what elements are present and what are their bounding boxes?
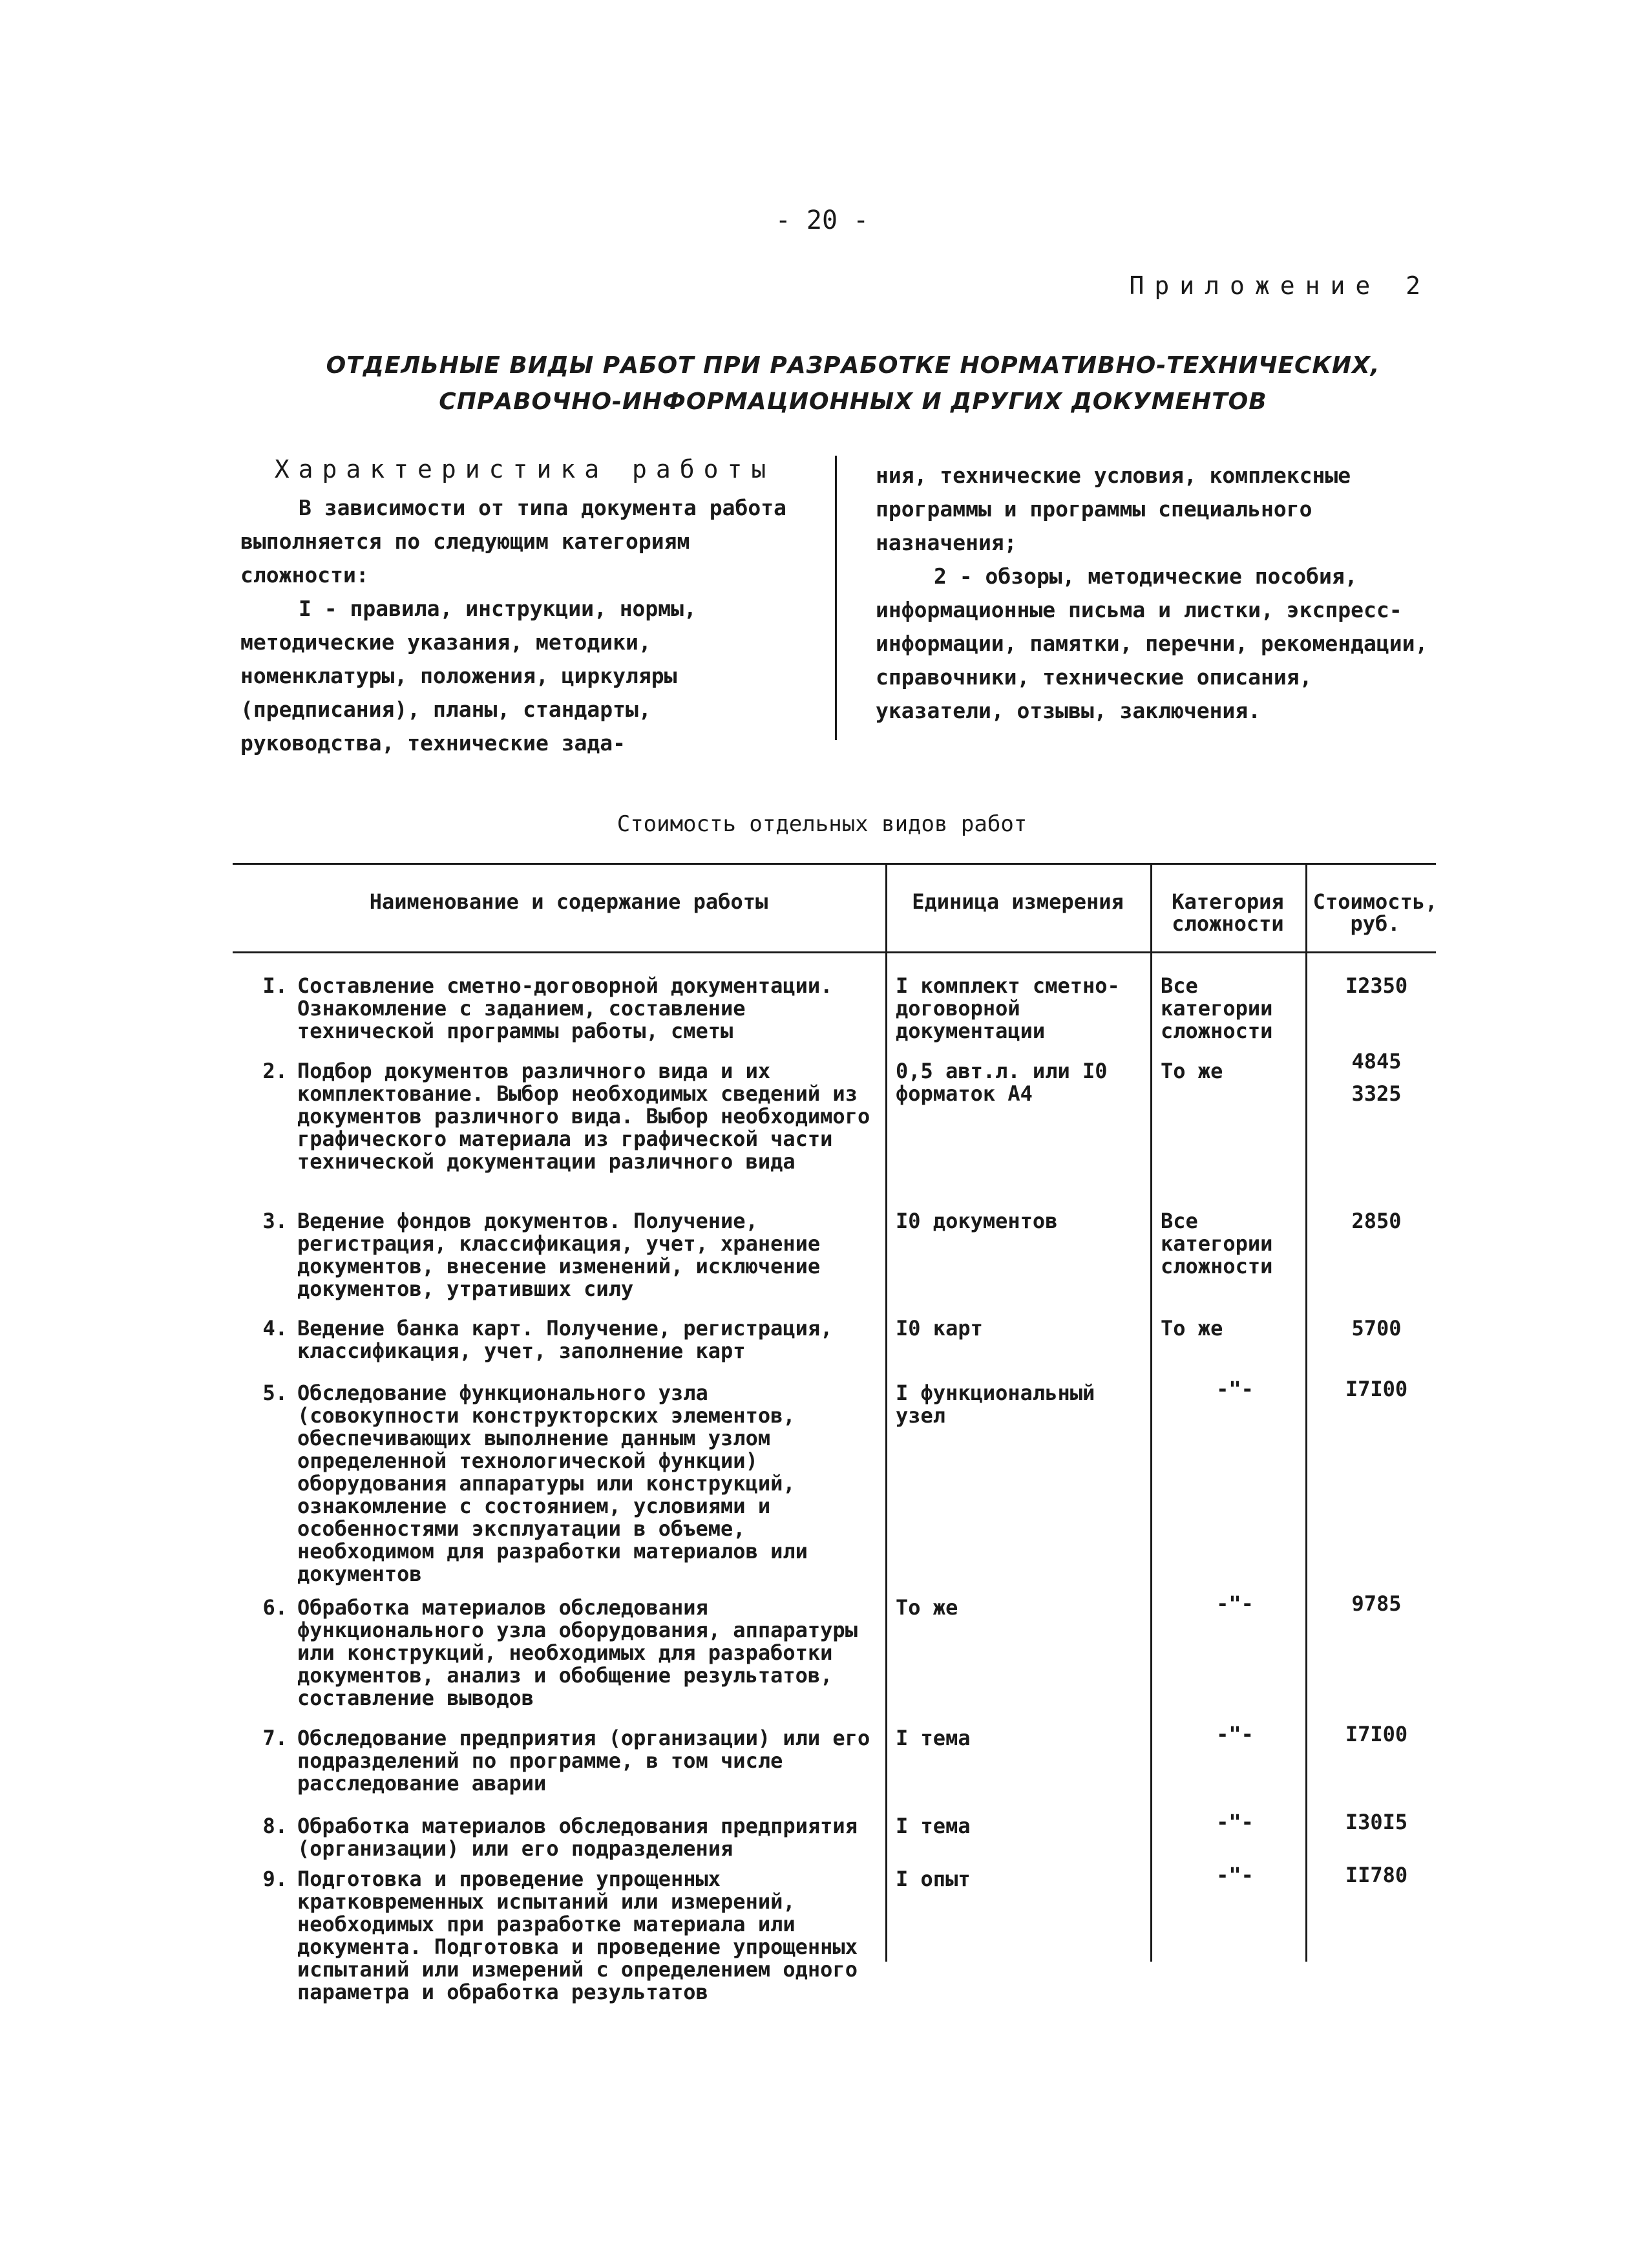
row-6-cost: 9785 xyxy=(1351,1591,1402,1616)
header-category: Категория сложности xyxy=(1172,889,1284,936)
row-5-number: 5. xyxy=(262,1381,288,1405)
row-2-unit: 0,5 авт.л. или I0 форматок А4 xyxy=(896,1059,1108,1106)
table-header-rule xyxy=(233,951,1436,953)
row-5-name: Обследование функционального узла (совокупности конструкторских элементов, обеспечивающих выполнение данным узлом определенной технологической функции) оборудования аппаратуры или конструкций, ознакомление с состоянием, условиями и особенностями эксплуатации в объеме, необходимом для разработки материалов или документов xyxy=(297,1381,808,1586)
row-8-number: 8. xyxy=(262,1814,288,1838)
row-8-name: Обработка материалов обследования предприятия (организации) или его подразделения xyxy=(297,1814,858,1861)
characteristic-intro: В зависимости от типа документа работа выполняется по следующим категориям сложности: xyxy=(240,495,786,588)
row-7-name: Обследование предприятия (организации) или его подразделений по программе, в том числе расследование аварии xyxy=(297,1726,870,1796)
header-name: Наименование и содержание работы xyxy=(369,889,768,914)
characteristic-title: Характеристика работы xyxy=(274,455,775,483)
row-9-unit: I опыт xyxy=(896,1867,971,1891)
column-divider xyxy=(835,456,837,740)
row-3-number: 3. xyxy=(262,1209,288,1233)
document-title-line-2: СПРАВОЧНО-ИНФОРМАЦИОННЫХ И ДРУГИХ ДОКУМЕНТОВ xyxy=(439,388,1267,415)
row-2-name: Подбор документов различного вида и их комплектование. Выбор необходимых сведений из документов различного вида. Выбор необходимого графического материала из графической части технической документации различного вида xyxy=(297,1059,870,1174)
row-5-cost: I7I00 xyxy=(1345,1377,1408,1401)
row-4-name: Ведение банка карт. Получение, регистрация, классификация, учет, заполнение карт xyxy=(297,1316,833,1363)
page-number: - 20 - xyxy=(775,206,869,235)
document-title xyxy=(323,348,1383,420)
row-2-number: 2. xyxy=(262,1059,288,1083)
row-6-name: Обработка материалов обследования функционального узла оборудования, аппаратуры или конструкций, необходимых для разработки документов, анализ и обобщение результатов, составление выводов xyxy=(297,1595,858,1710)
header-unit: Единица измерения xyxy=(912,889,1124,914)
row-9-category: -"- xyxy=(1216,1863,1254,1887)
table-caption: Стоимость отдельных видов работ xyxy=(616,811,1028,837)
row-1-unit: I комплект сметно-договорной документации xyxy=(896,973,1120,1043)
row-1-category: Все категории сложности xyxy=(1161,973,1273,1043)
row-6-unit: То же xyxy=(896,1595,958,1620)
row-8-category: -"- xyxy=(1216,1810,1254,1834)
row-6-number: 6. xyxy=(262,1595,288,1620)
row-1-name: Составление сметно-договорной документации. Ознакомление с заданием, составление технической программы работы, сметы xyxy=(297,973,833,1043)
row-7-category: -"- xyxy=(1216,1722,1254,1746)
category-1-text: I - правила, инструкции, нормы, методические указания, методики, номенклатуры, положения, циркуляры (предписания), планы, стандарты, руководства, технические зада- xyxy=(240,596,697,756)
row-3-cost: 2850 xyxy=(1351,1209,1402,1233)
row-4-category: То же xyxy=(1161,1316,1223,1341)
characteristic-left-column xyxy=(240,452,809,760)
table-column-divider-1 xyxy=(885,863,887,1962)
row-9-name: Подготовка и проведение упрощенных кратковременных испытаний или измерений, необходимых при разработке материала или документа. Подготовка и проведение упрощенных испытаний или измерений с определением одного параметра и обработка результатов xyxy=(297,1867,858,2004)
row-1-number: I. xyxy=(262,973,288,998)
row-7-number: 7. xyxy=(262,1726,288,1750)
row-2-cost-alt: 3325 xyxy=(1351,1081,1402,1106)
row-3-category: Все категории сложности xyxy=(1161,1209,1273,1278)
characteristic-right-column xyxy=(876,459,1444,728)
row-6-category: -"- xyxy=(1216,1591,1254,1616)
row-5-category: -"- xyxy=(1216,1377,1254,1401)
row-7-cost: I7I00 xyxy=(1345,1722,1408,1746)
row-9-number: 9. xyxy=(262,1867,288,1891)
row-4-number: 4. xyxy=(262,1316,288,1341)
header-cost: Стоимость, руб. xyxy=(1312,889,1438,936)
row-3-unit: I0 документов xyxy=(896,1209,1058,1233)
row-7-unit: I тема xyxy=(896,1726,971,1750)
row-5-unit: I функциональный узел xyxy=(896,1381,1095,1428)
row-8-unit: I тема xyxy=(896,1814,971,1838)
table-top-rule xyxy=(233,863,1436,865)
row-2-category: То же xyxy=(1161,1059,1223,1083)
row-9-cost: II780 xyxy=(1345,1863,1408,1887)
document-title-line-1: ОТДЕЛЬНЫЕ ВИДЫ РАБОТ ПРИ РАЗРАБОТКЕ НОРМАТИВНО-ТЕХНИЧЕСКИХ, xyxy=(326,352,1380,379)
row-1-cost: I2350 xyxy=(1345,973,1408,998)
category-2-text: 2 - обзоры, методические пособия, информационные письма и листки, экспресс-информации, памятки, перечни, рекомендации, справочники, технические описания, указатели, отзывы, заключения. xyxy=(876,564,1428,723)
row-4-unit: I0 карт xyxy=(896,1316,983,1341)
row-2-cost: 4845 xyxy=(1351,1049,1402,1074)
row-3-name: Ведение фондов документов. Получение, регистрация, классификация, учет, хранение документов, внесение изменений, исключение документов, утративших силу xyxy=(297,1209,821,1301)
row-4-cost: 5700 xyxy=(1351,1316,1402,1341)
category-1-continued: ния, технические условия, комплексные программы и программы специального назначения; xyxy=(876,463,1351,555)
row-8-cost: I30I5 xyxy=(1345,1810,1408,1834)
appendix-label: Приложение 2 xyxy=(1129,271,1431,300)
